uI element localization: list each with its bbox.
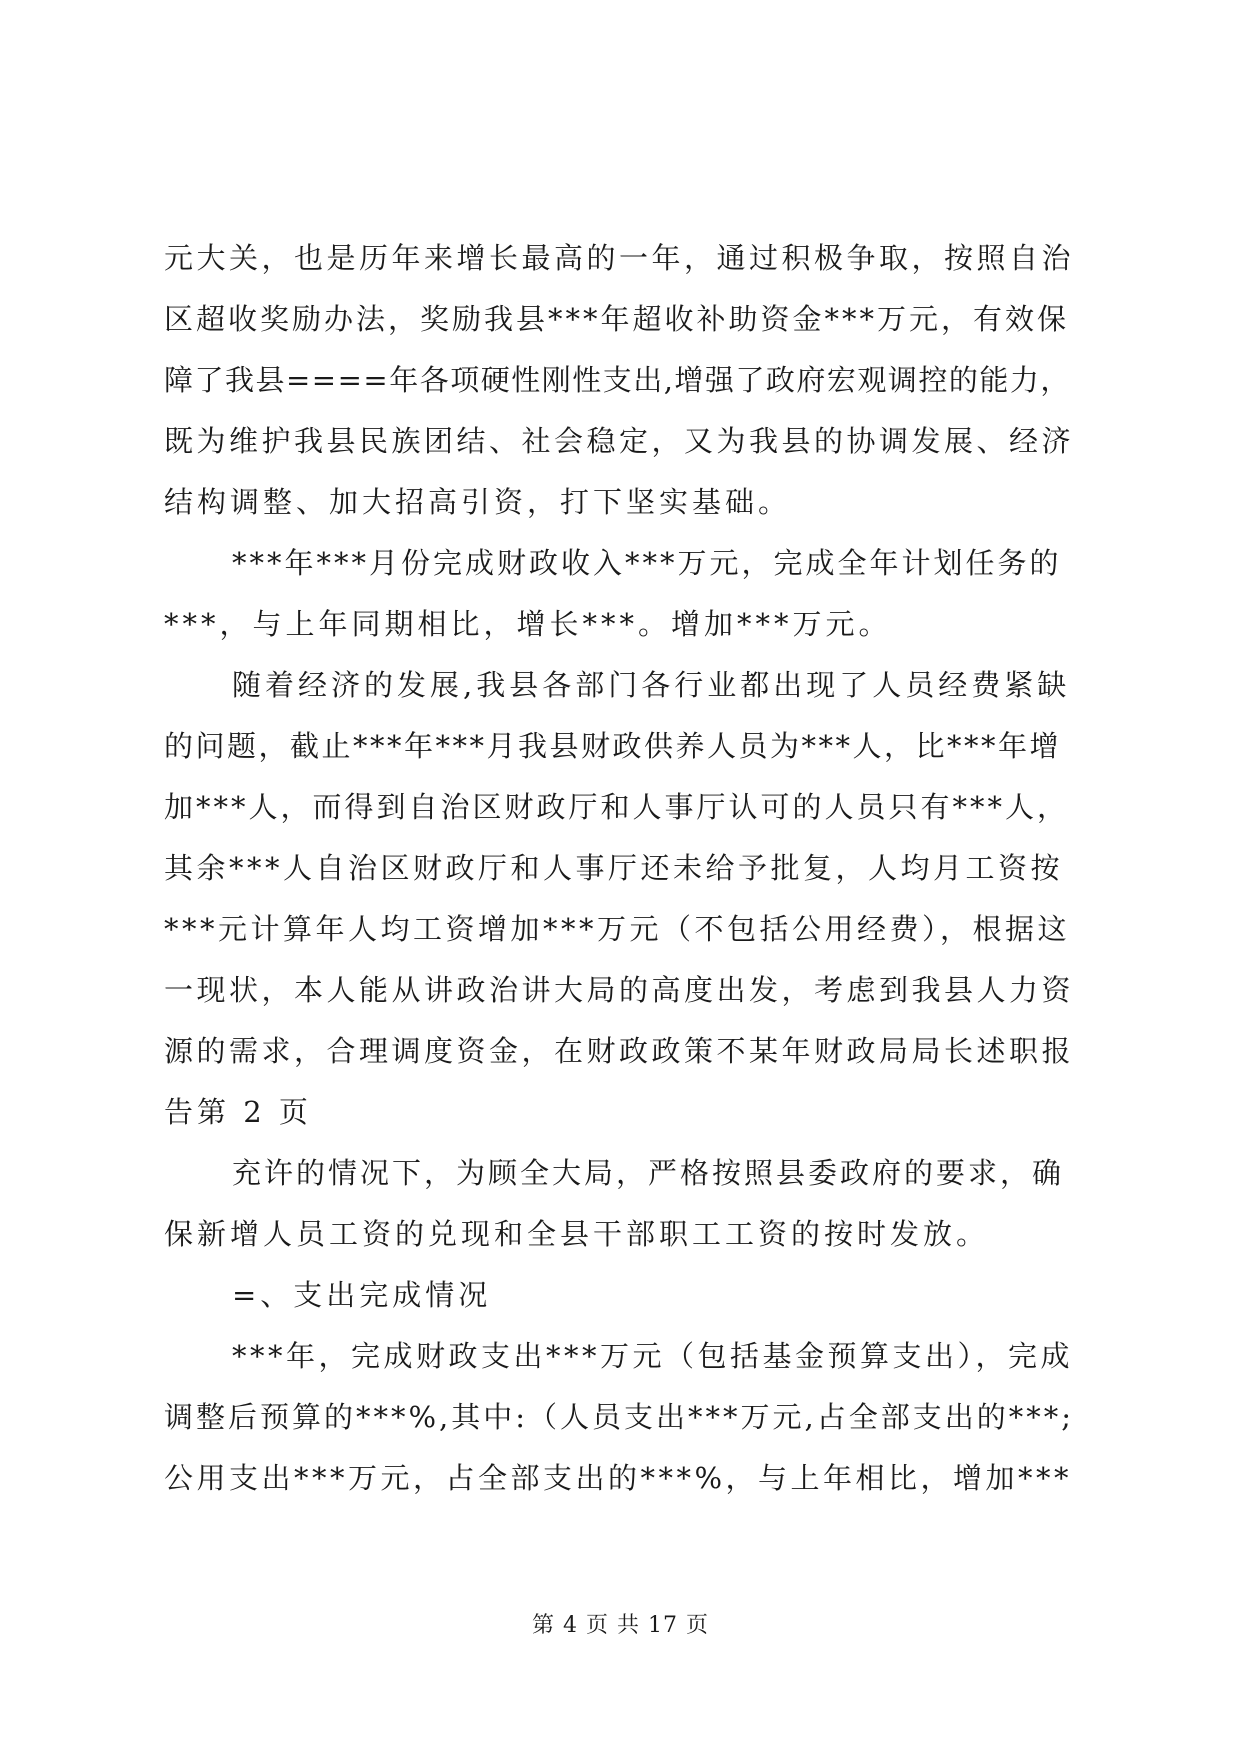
- text-line: 源的需求，合理调度资金，在财政政策不某年财政局局长述职报: [164, 1034, 1075, 1068]
- text-line: ***，与上年同期相比，增长***。增加***万元。: [164, 607, 892, 641]
- paragraph-monthly-revenue: [164, 533, 1076, 655]
- text-line: 既为维护我县民族团结、社会稳定，又为我县的协调发展、经济: [164, 424, 1075, 458]
- text-line: 其余***人自治区财政厅和人事厅还未给予批复，人均月工资按: [164, 851, 1064, 885]
- text-line: 公用支出***万元，占全部支出的***%，与上年相比，增加***: [164, 1461, 1073, 1495]
- text-line: 的问题，截止***年***月我县财政供养人员为***人，比***年增: [164, 729, 1062, 763]
- paragraph-revenue-summary: [164, 228, 1076, 533]
- document-body: [164, 228, 1076, 1509]
- text-line: 区超收奖励办法，奖励我县***年超收补助资金***万元，有效保: [164, 302, 1070, 336]
- text-line: 充许的情况下，为顾全大局，严格按照县委政府的要求，确: [232, 1156, 1065, 1190]
- text-line: ***元计算年人均工资增加***万元（不包括公用经费），根据这: [164, 912, 1071, 946]
- text-line: 一现状，本人能从讲政治讲大局的高度出发，考虑到我县人力资: [164, 973, 1075, 1007]
- text-line: 调整后预算的***%,其中:（人员支出***万元,占全部支出的***;: [164, 1400, 1075, 1434]
- text-line: 保新增人员工资的兑现和全县干部职工工资的按时发放。: [164, 1217, 990, 1251]
- paragraph-wage-payment: [164, 1143, 1076, 1265]
- paragraph-staffing: [164, 655, 1076, 1143]
- text-line: 结构调整、加大招高引资，打下坚实基础。: [164, 485, 792, 519]
- text-line: =、支出完成情况: [232, 1278, 492, 1312]
- text-line: 加***人，而得到自治区财政厅和人事厅认可的人员只有***人，: [164, 790, 1070, 824]
- paragraph-expenditure: [164, 1326, 1076, 1509]
- section-heading-expenditure: [164, 1265, 1076, 1326]
- page-number-footer: 第 4 页 共 17 页: [532, 1613, 709, 1638]
- text-line: 元大关，也是历年来增长最高的一年，通过积极争取，按照自治: [164, 241, 1075, 275]
- text-line: 告第 2 页: [164, 1095, 312, 1129]
- text-line: ***年，完成财政支出***万元（包括基金预算支出），完成: [232, 1339, 1074, 1373]
- text-line: 随着经济的发展,我县各部门各行业都出现了人员经费紧缺: [232, 668, 1071, 702]
- text-line: ***年***月份完成财政收入***万元，完成全年计划任务的: [232, 546, 1062, 580]
- text-line: 障了我县====年各项硬性刚性支出,增强了政府宏观调控的能力，: [164, 363, 1071, 397]
